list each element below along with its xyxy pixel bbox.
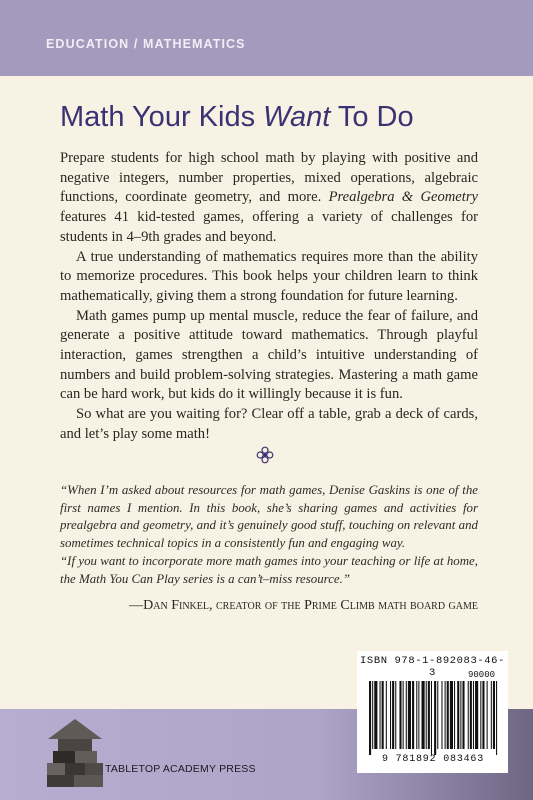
barcode-bar: [416, 681, 417, 749]
book-tagline: [60, 101, 414, 134]
barcode-bar: [403, 681, 404, 749]
flower-ornament-icon: [256, 446, 274, 464]
isbn-text: ISBN 978-1-892083-46-3: [360, 655, 505, 679]
tagline-end: To Do: [330, 101, 414, 133]
publisher-name: TABLETOP ACADEMY PRESS: [105, 763, 256, 775]
barcode-bar: [450, 681, 453, 749]
barcode-bar: [482, 681, 484, 749]
book-description: [60, 149, 478, 445]
barcode-bar: [470, 681, 472, 749]
barcode-bar: [491, 681, 492, 749]
ean-left-group: 781892: [395, 754, 437, 765]
ean-right-group: 083463: [443, 754, 485, 765]
attribution-dash: —: [129, 598, 144, 613]
barcode-bar: [434, 681, 436, 755]
barcode-bar: [437, 681, 438, 749]
barcode-bar: [380, 681, 381, 749]
description-paragraph-2: A true understanding of mathematics requires more than the ability to memorize procedures. This book helps your children learn to think mathematically, giving them a strong foundation for future learning.: [60, 248, 478, 304]
barcode-bar: [441, 681, 442, 749]
barcode-bar: [480, 681, 481, 749]
barcode-bar: [406, 681, 407, 749]
ean-first-digit: 9: [381, 754, 389, 765]
barcode-bar: [395, 681, 396, 749]
barcode-bar: [418, 681, 419, 749]
quote-attribution: [60, 598, 478, 614]
barcode-bar: [454, 681, 455, 749]
barcode-bar: [460, 681, 461, 749]
barcode-bar: [399, 681, 401, 749]
description-paragraph-4: So what are you waiting for? Clear off a table, grab a deck of cards, and let’s play some math!: [60, 406, 478, 442]
barcode-bar: [487, 681, 488, 749]
quote-paragraph-2: “If you want to incorporate more math games into your teaching or life at home, the Math You Can Play series is a can’t–miss resource.”: [60, 554, 478, 586]
barcode-bar: [422, 681, 425, 749]
isbn-barcode: [357, 651, 508, 773]
barcode-bar: [496, 681, 497, 755]
barcode-bar: [431, 681, 432, 755]
barcode-bar: [382, 681, 384, 749]
book-title-inline: Prealgebra & Geometry: [328, 189, 478, 206]
barcode-bar: [468, 681, 469, 749]
barcode-bar: [462, 681, 464, 749]
barcode-bar: [473, 681, 474, 749]
barcode-bar: [386, 681, 387, 749]
barcode-bar: [372, 681, 373, 749]
category-label: EDUCATION / MATHEMATICS: [46, 37, 246, 51]
barcode-bar: [408, 681, 411, 749]
description-text: Prepare students for high school math by playing with positive and negative integers, number properties, mixed operations, algebraic functions, coordinate geometry, and more.: [60, 150, 478, 206]
endorsement-quote: [60, 482, 478, 588]
barcode-bar: [369, 681, 371, 755]
tagline-start: Math Your Kids: [60, 101, 264, 133]
barcode-bar: [457, 681, 459, 749]
ean-digits: [360, 754, 506, 765]
barcode-bar: [392, 681, 394, 749]
barcode-bar: [390, 681, 391, 749]
barcode-bar: [428, 681, 430, 749]
description-paragraph-1: [60, 149, 478, 248]
barcode-bar: [445, 681, 446, 749]
tagline-emphasis: Want: [263, 101, 331, 133]
attribution-author: Dan Finkel, creator of the Prime Climb math board game: [143, 598, 478, 613]
description-paragraph-3: Math games pump up mental muscle, reduce the fear of failure, and generate a positive attitude toward mathematics. Through playful interaction, games strengthen a child’s intuitive understanding of numbers and build problem-solving strategies. Mastering a math game can be hard work, but kids do it willingly because it is fun.: [60, 307, 478, 403]
barcode-bar: [374, 681, 377, 749]
barcode-bar: [447, 681, 449, 749]
barcode-bar: [412, 681, 414, 749]
house-stack-logo-icon: [44, 717, 106, 795]
description-text: features 41 kid-tested games, offering a variety of challenges for students in 4–9th grades and beyond.: [60, 209, 478, 245]
barcode-bar: [475, 681, 478, 749]
barcode-bars: [367, 681, 499, 755]
barcode-bar: [493, 681, 495, 749]
barcode-bar: [426, 681, 427, 749]
price-code: 90000: [468, 670, 496, 680]
quote-paragraph-1: “When I’m asked about resources for math games, Denise Gaskins is one of the first names I mention. In this book, she’s sharing games and activities for prealgebra and geometry, and it’s genuinely good stuff, touching on relevant and sometimes technical topics in a consistently fun and engaging way.: [60, 483, 478, 550]
